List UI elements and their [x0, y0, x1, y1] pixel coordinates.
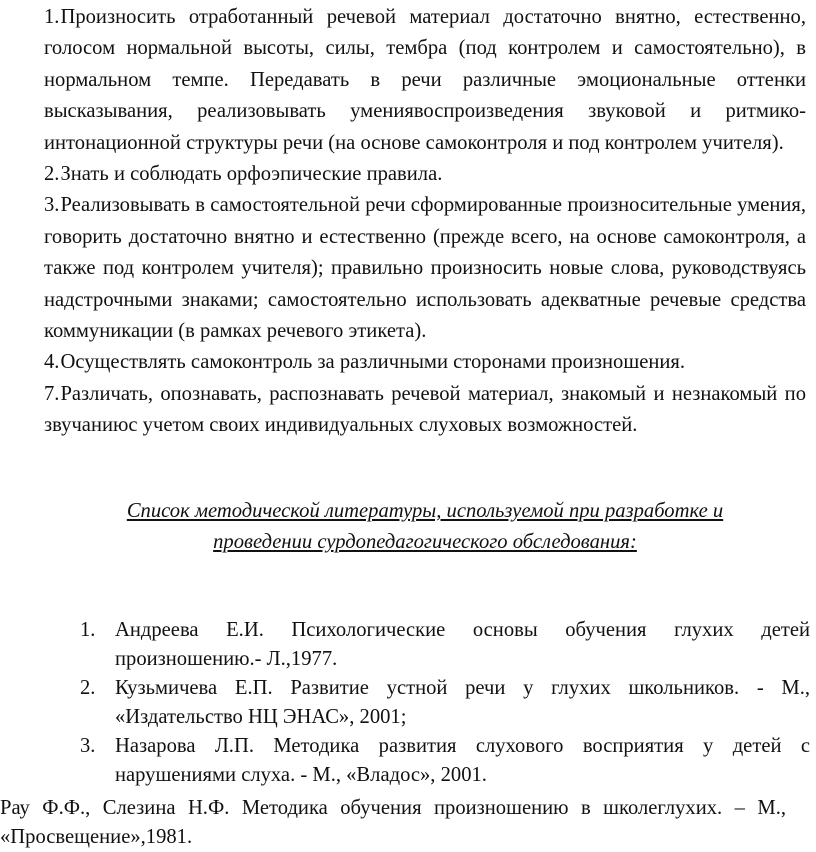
skill-item-1: [44, 2, 806, 159]
literature-heading-line-1: Список методической литературы, используемой при разработке и: [126, 500, 724, 522]
reference-text: Назарова Л.П. Методика развития слухового восприятия у детей с нарушениями слуха. - М., «Владос», 2001.: [115, 735, 810, 786]
skill-number: 1.: [44, 6, 60, 28]
reference-item-3: [80, 732, 810, 790]
reference-text: Кузьмичева Е.П. Развитие устной речи у глухих школьников. - М., «Издательство НЦ ЭНАС», 2001;: [115, 677, 810, 728]
skill-number: 3.: [44, 194, 60, 217]
literature-heading: [60, 496, 790, 558]
reference-item-2: [80, 674, 810, 732]
skill-text: Реализовывать в самостоятельной речи сформированные произносительные умения, говорить достаточно внятно и естественно (прежде всего, на основе самоконтроля, а также под контролем учителя); правильно произносить новые слова, руководствуясь надстрочными знаками; самостоятельно использовать адекватные речевые средства коммуникации (в рамках речевого этикета).: [44, 194, 806, 343]
skill-number: 2.: [44, 163, 60, 186]
reference-unnumbered: Рау Ф.Ф., Слезина Н.Ф. Методика обучения произношению в школеглухих. – М., «Просвещение»,1981.: [0, 797, 786, 848]
skill-text: Знать и соблюдать орфоэпические правила.: [60, 163, 443, 186]
literature-heading-line-2: проведении сурдопедагогического обследования:: [213, 531, 637, 553]
reference-number: 2.: [80, 677, 96, 699]
skill-item-4: [44, 347, 806, 378]
skill-item-7: [44, 379, 806, 442]
skills-list: [44, 2, 806, 442]
skill-item-2: [44, 159, 806, 190]
reference-item-1: [80, 616, 810, 674]
skill-text: Произносить отработанный речевой материал достаточно внятно, естественно, голосом нормальной высоты, силы, тембра (под контролем и самостоятельно), в нормальном темпе. Передавать в речи различные эмоциональные оттенки высказывания, реализовывать умениявоспроизведения звуковой и ритмико-интонационной структуры речи (на основе самоконтроля и под контролем учителя).: [44, 6, 806, 154]
reference-text: Андреева Е.И. Психологические основы обучения глухих детей произношению.- Л.,1977.: [115, 619, 810, 670]
skill-number: 4.: [44, 351, 60, 374]
references-list: [80, 616, 810, 790]
skill-item-3: [44, 190, 806, 347]
skill-text: Различать, опознавать, распознавать речевой материал, знакомый и незнакомый по звучаниюс учетом своих индивидуальных слуховых возможностей.: [44, 382, 806, 437]
skill-text: Осуществлять самоконтроль за различными сторонами произношения.: [60, 351, 685, 374]
reference-number: 1.: [80, 619, 96, 641]
skill-number: 7.: [44, 382, 60, 405]
reference-number: 3.: [80, 735, 96, 757]
